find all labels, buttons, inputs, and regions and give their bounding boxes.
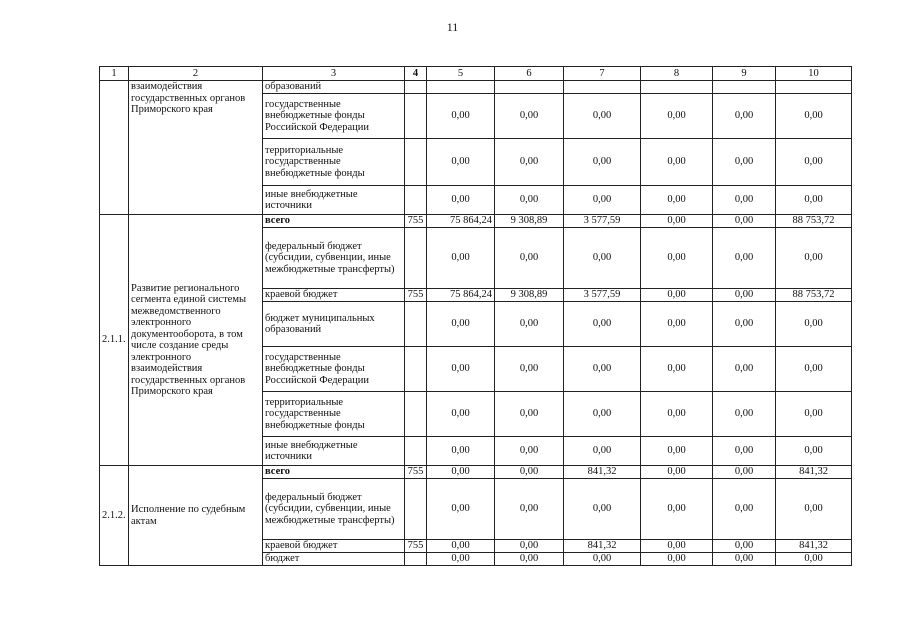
header-cell: 9: [713, 67, 776, 81]
value-cell: 0,00: [427, 94, 495, 139]
value-cell: 0,00: [713, 94, 776, 139]
value-cell: 0,00: [427, 139, 495, 186]
budget-code: 755: [405, 540, 427, 553]
header-cell: 1: [100, 67, 129, 81]
value-cell: 0,00: [641, 466, 713, 479]
value-cell: 0,00: [713, 289, 776, 302]
header-cell: 2: [129, 67, 263, 81]
value-cell: 0,00: [641, 139, 713, 186]
header-cell: 6: [495, 67, 564, 81]
value-cell: 9 308,89: [495, 289, 564, 302]
value-cell: 841,32: [564, 540, 641, 553]
value-cell: 0,00: [641, 228, 713, 289]
funding-source: иные внебюджетные источники: [263, 437, 405, 466]
value-cell: 0,00: [641, 437, 713, 466]
value-cell: 0,00: [564, 553, 641, 566]
value-cell: 3 577,59: [564, 289, 641, 302]
value-cell: 0,00: [713, 540, 776, 553]
value-cell: 0,00: [427, 302, 495, 347]
value-cell: 0,00: [564, 479, 641, 540]
value-cell: 0,00: [776, 94, 852, 139]
budget-code: [405, 553, 427, 566]
value-cell: 841,32: [564, 466, 641, 479]
value-cell: 841,32: [776, 540, 852, 553]
value-cell: 0,00: [713, 302, 776, 347]
value-cell: 0,00: [713, 392, 776, 437]
value-cell: 0,00: [641, 479, 713, 540]
value-cell: 0,00: [495, 553, 564, 566]
value-cell: 0,00: [427, 186, 495, 215]
value-cell: 0,00: [495, 540, 564, 553]
value-cell: 0,00: [641, 553, 713, 566]
budget-code: [405, 94, 427, 139]
page-number: 11: [446, 20, 459, 34]
value-cell: 0,00: [713, 139, 776, 186]
value-cell: 0,00: [564, 302, 641, 347]
value-cell: 0,00: [713, 466, 776, 479]
budget-code: [405, 228, 427, 289]
budget-code: [405, 437, 427, 466]
value-cell: 0,00: [495, 437, 564, 466]
value-cell: 0,00: [427, 479, 495, 540]
value-cell: 0,00: [495, 139, 564, 186]
header-cell: 5: [427, 67, 495, 81]
value-cell: 0,00: [564, 186, 641, 215]
table-row: [100, 81, 852, 94]
value-cell: 0,00: [641, 540, 713, 553]
value-cell: 0,00: [495, 302, 564, 347]
value-cell: 0,00: [427, 466, 495, 479]
value-cell: 0,00: [427, 540, 495, 553]
value-cell: 0,00: [564, 228, 641, 289]
value-cell: 0,00: [713, 186, 776, 215]
value-cell: 0,00: [713, 553, 776, 566]
value-cell: 0,00: [495, 347, 564, 392]
value-cell: [641, 81, 713, 94]
funding-source: территориальные государственные внебюджетные фонды: [263, 139, 405, 186]
header-cell: 8: [641, 67, 713, 81]
value-cell: 0,00: [776, 228, 852, 289]
value-cell: 0,00: [564, 139, 641, 186]
funding-source: федеральный бюджет (субсидии, субвенции, иные межбюджетные трансферты): [263, 479, 405, 540]
budget-code: [405, 139, 427, 186]
value-cell: 0,00: [495, 94, 564, 139]
value-cell: 0,00: [713, 479, 776, 540]
value-cell: 0,00: [776, 302, 852, 347]
value-cell: 0,00: [713, 228, 776, 289]
item-name: Исполнение по судебным актам: [129, 466, 263, 566]
value-cell: 0,00: [776, 479, 852, 540]
item-name: взаимодействия государственных органов Приморского края: [129, 81, 263, 215]
value-cell: 88 753,72: [776, 289, 852, 302]
value-cell: 0,00: [495, 186, 564, 215]
value-cell: 0,00: [713, 437, 776, 466]
value-cell: 88 753,72: [776, 215, 852, 228]
value-cell: 0,00: [427, 392, 495, 437]
header-cell: 3: [263, 67, 405, 81]
header-cell: 4: [405, 67, 427, 81]
funding-source: иные внебюджетные источники: [263, 186, 405, 215]
header-cell: 10: [776, 67, 852, 81]
value-cell: 0,00: [641, 186, 713, 215]
funding-source: краевой бюджет: [263, 540, 405, 553]
funding-source: бюджет муниципальных образований: [263, 302, 405, 347]
value-cell: 841,32: [776, 466, 852, 479]
value-cell: 9 308,89: [495, 215, 564, 228]
funding-source: государственные внебюджетные фонды Российской Федерации: [263, 94, 405, 139]
value-cell: 3 577,59: [564, 215, 641, 228]
value-cell: 0,00: [776, 437, 852, 466]
table-row: [100, 215, 852, 228]
funding-source: федеральный бюджет (субсидии, субвенции, иные межбюджетные трансферты): [263, 228, 405, 289]
item-number: [100, 81, 129, 215]
value-cell: 0,00: [713, 215, 776, 228]
funding-source: территориальные государственные внебюджетные фонды: [263, 392, 405, 437]
funding-source: бюджет: [263, 553, 405, 566]
value-cell: 0,00: [427, 553, 495, 566]
funding-source: краевой бюджет: [263, 289, 405, 302]
item-name: Развитие регионального сегмента единой системы межведомственного электронного документооборота, в том числе создание среды электронного взаимодействия государственных органов Приморского края: [129, 215, 263, 466]
value-cell: 0,00: [776, 139, 852, 186]
value-cell: 0,00: [495, 479, 564, 540]
value-cell: 0,00: [427, 228, 495, 289]
value-cell: 0,00: [776, 553, 852, 566]
header-cell: 7: [564, 67, 641, 81]
value-cell: 0,00: [641, 215, 713, 228]
budget-code: [405, 479, 427, 540]
value-cell: [495, 81, 564, 94]
value-cell: 0,00: [495, 466, 564, 479]
value-cell: 0,00: [427, 347, 495, 392]
budget-code: [405, 186, 427, 215]
value-cell: 0,00: [641, 289, 713, 302]
budget-code: [405, 392, 427, 437]
value-cell: 0,00: [564, 347, 641, 392]
budget-table: [99, 66, 852, 566]
item-number: 2.1.2.: [100, 466, 129, 566]
value-cell: 0,00: [776, 392, 852, 437]
value-cell: [427, 81, 495, 94]
budget-code: [405, 347, 427, 392]
budget-code: 755: [405, 289, 427, 302]
funding-source: государственные внебюджетные фонды Российской Федерации: [263, 347, 405, 392]
budget-code: 755: [405, 466, 427, 479]
budget-code: [405, 81, 427, 94]
value-cell: 0,00: [641, 392, 713, 437]
value-cell: 0,00: [427, 437, 495, 466]
funding-source: всего: [263, 215, 405, 228]
table-row: [100, 466, 852, 479]
budget-code: 755: [405, 215, 427, 228]
header-row: [100, 67, 852, 81]
value-cell: 0,00: [641, 302, 713, 347]
value-cell: 0,00: [564, 94, 641, 139]
value-cell: [776, 81, 852, 94]
value-cell: [713, 81, 776, 94]
value-cell: 0,00: [564, 392, 641, 437]
value-cell: 0,00: [713, 347, 776, 392]
value-cell: 0,00: [641, 347, 713, 392]
funding-source: образований: [263, 81, 405, 94]
budget-code: [405, 302, 427, 347]
value-cell: 0,00: [776, 186, 852, 215]
value-cell: 75 864,24: [427, 289, 495, 302]
value-cell: 0,00: [564, 437, 641, 466]
value-cell: [564, 81, 641, 94]
value-cell: 0,00: [495, 392, 564, 437]
value-cell: 0,00: [776, 347, 852, 392]
funding-source: всего: [263, 466, 405, 479]
value-cell: 75 864,24: [427, 215, 495, 228]
item-number: 2.1.1.: [100, 215, 129, 466]
value-cell: 0,00: [641, 94, 713, 139]
value-cell: 0,00: [495, 228, 564, 289]
